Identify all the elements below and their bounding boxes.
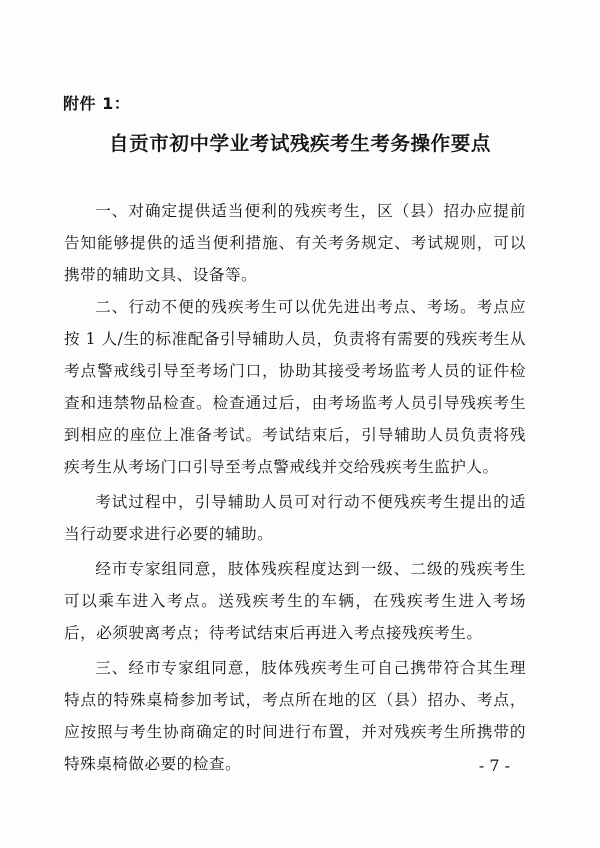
paragraph-convenience-notice: 一、对确定提供适当便利的残疾考生，区（县）招办应提前告知能够提供的适当便利措施、有关考务规定、考试规则，可以携带的辅助文具、设备等。 [64,202,526,284]
paragraph-mobility-guidance: 二、行动不便的残疾考生可以优先进出考点、考场。考点应按 1 人/生的标准配备引导辅助人员，负责将有需要的残疾考生从考点警戒线引导至考场门口，协助其接受考场监考人员的证件检查和违禁物品检查。检查通过后，由考场监考人员引导残疾考生到相应的座位上准备考试。考试结束后，引导辅助人员负责将残疾考生从考场门口引导至考点警戒线并交给残疾考生监护人。 [64,298,526,476]
page-number: - 7 - [478,756,510,775]
paragraph-exam-assistance: 考试过程中，引导辅助人员可对行动不便残疾考生提出的适当行动要求进行必要的辅助。 [64,493,526,543]
paragraph-special-furniture: 三、经市专家组同意，肢体残疾考生可自己携带符合其生理特点的特殊桌椅参加考试，考点所在地的区（县）招办、考点，应按照与考生协商确定的时间进行布置，并对残疾考生所携带的特殊桌椅做必要的检查。 [64,659,526,773]
document-body [64,195,526,783]
attachment-label: 附件 1： [63,94,131,113]
document-title: 自贡市初中学业考试残疾考生考务操作要点 [109,132,491,155]
paragraph-vehicle-access: 经市专家组同意，肢体残疾程度达到一级、二级的残疾考生可以乘车进入考点。送残疾考生的车辆，在残疾考生进入考场后，必须驶离考点；待考试结束后再进入考点接残疾考生。 [64,560,526,642]
